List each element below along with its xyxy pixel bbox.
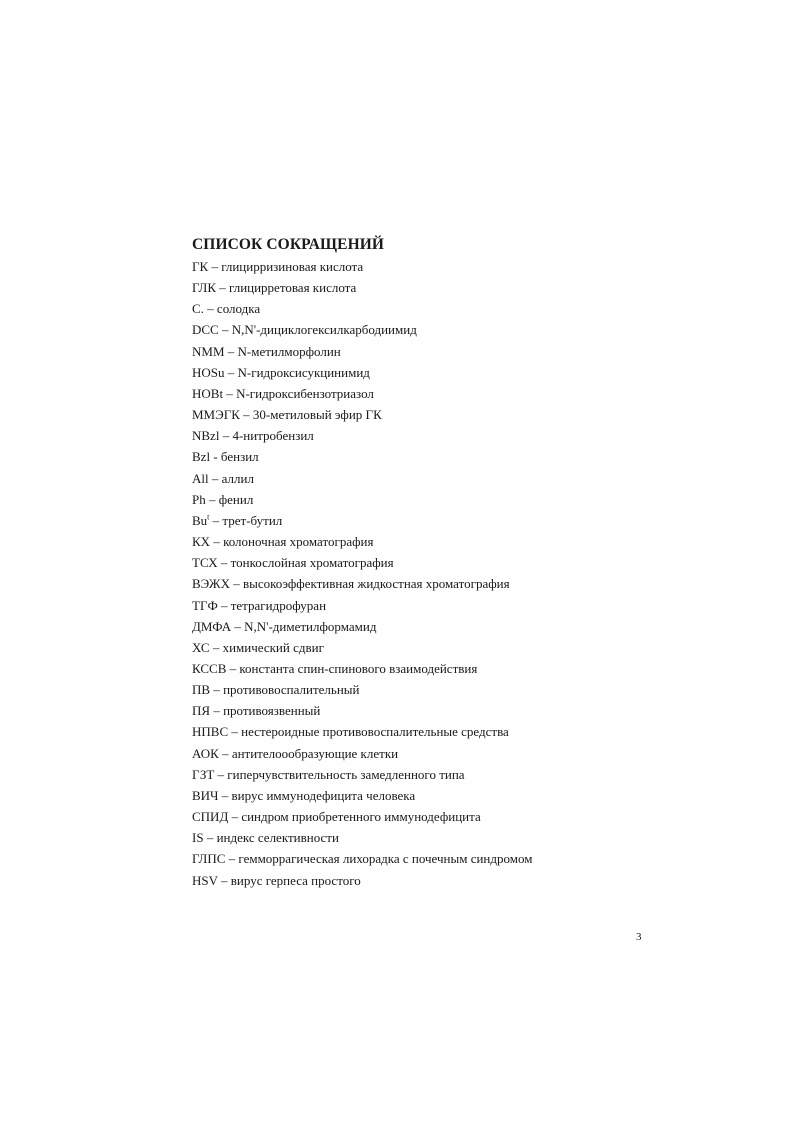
abbreviation-item	[192, 489, 752, 510]
abbreviation-term: ДМФА	[192, 618, 232, 634]
abbreviation-term: ПВ	[192, 682, 211, 698]
abbreviation-definition: N-метилморфолин	[237, 343, 341, 359]
abbreviation-definition: бензил	[220, 449, 259, 465]
abbreviation-term: ГЗТ	[192, 766, 215, 782]
abbreviation-item	[192, 785, 752, 806]
abbreviation-definition: константа спин-спинового взаимодействия	[239, 660, 478, 676]
abbreviation-definition: N-гидроксисукцинимид	[237, 364, 370, 380]
abbreviation-item	[192, 827, 752, 848]
abbreviation-term: Bzl	[192, 449, 211, 465]
abbreviation-term: DCC	[192, 322, 219, 338]
abbreviation-definition: индекс селективности	[216, 830, 339, 846]
abbreviation-separator: –	[228, 724, 242, 740]
abbreviation-definition: солодка	[216, 301, 261, 317]
abbreviation-separator: –	[216, 280, 230, 296]
abbreviation-term: ГЛПС	[192, 851, 226, 867]
abbreviation-separator: –	[208, 470, 222, 486]
abbreviation-term: All	[192, 470, 209, 486]
abbreviation-item	[192, 341, 752, 362]
abbreviation-item	[192, 743, 752, 764]
abbreviation-definition: 4-нитробензил	[232, 428, 314, 444]
abbreviation-definition: аллил	[221, 470, 254, 486]
abbreviation-separator: –	[231, 618, 245, 634]
abbreviation-term: IS	[192, 830, 204, 846]
abbreviation-term: Ph	[192, 491, 206, 507]
abbreviation-term: КХ	[192, 534, 211, 550]
abbreviation-separator: –	[210, 682, 224, 698]
abbreviation-item	[192, 362, 752, 383]
abbreviation-item	[192, 277, 752, 298]
abbreviation-definition: N,N'-дициклогексилкарбодиимид	[231, 322, 417, 338]
section-title: СПИСОК СОКРАЩЕНИЙ	[192, 236, 385, 253]
abbreviation-item	[192, 700, 752, 721]
abbreviation-definition: синдром приобретенного иммунодефицита	[241, 809, 481, 825]
abbreviation-term: ВИЧ	[192, 787, 219, 803]
abbreviation-definition: гиперчувствительность замедленного типа	[227, 766, 465, 782]
abbreviation-term: СПИД	[192, 809, 229, 825]
abbreviation-item	[192, 764, 752, 785]
abbreviation-separator: –	[203, 301, 217, 317]
abbreviation-item	[192, 658, 752, 679]
abbreviation-definition: глицирретовая кислота	[229, 280, 357, 296]
abbreviation-separator: –	[226, 660, 240, 676]
abbreviation-separator: –	[225, 851, 239, 867]
abbreviation-definition: химический сдвиг	[222, 639, 324, 655]
abbreviation-item	[192, 870, 752, 891]
abbreviation-term: NMM	[192, 343, 225, 359]
abbreviation-definition: 30-метиловый эфир ГК	[252, 407, 382, 423]
abbreviation-separator: –	[218, 787, 232, 803]
abbreviation-item	[192, 446, 752, 467]
abbreviation-term: С.	[192, 301, 204, 317]
abbreviation-item	[192, 637, 752, 658]
abbreviation-term: HOBt	[192, 385, 224, 401]
abbreviation-definition: трет-бутил	[222, 512, 283, 528]
abbreviation-definition: фенил	[218, 491, 254, 507]
abbreviation-term: ВЭЖХ	[192, 576, 230, 592]
abbreviation-separator: –	[217, 872, 231, 888]
abbreviation-definition: N-гидроксибензотриазол	[236, 385, 374, 401]
abbreviation-separator: –	[229, 576, 243, 592]
abbreviation-term: ХС	[192, 639, 210, 655]
page-number: 3	[636, 931, 642, 943]
abbreviation-item	[192, 679, 752, 700]
abbreviation-separator: –	[208, 259, 222, 274]
abbreviation-term: HSV	[192, 872, 218, 888]
abbreviation-item	[192, 552, 752, 573]
abbreviation-separator: –	[223, 385, 237, 401]
abbreviation-item	[192, 298, 752, 319]
abbreviation-separator: –	[217, 555, 231, 571]
abbreviation-separator: –	[219, 428, 233, 444]
abbreviation-separator: –	[218, 745, 232, 761]
abbreviation-term: ТСХ	[192, 555, 218, 571]
abbreviation-item	[192, 510, 752, 531]
abbreviation-separator: –	[209, 639, 223, 655]
abbreviation-definition: вирус герпеса простого	[230, 872, 361, 888]
abbreviation-definition: N,N'-диметилформамид	[244, 618, 377, 634]
abbreviation-item	[192, 616, 752, 637]
abbreviation-item	[192, 383, 752, 404]
abbreviation-definition: противоязвенный	[223, 703, 321, 719]
abbreviation-term: Bu	[192, 512, 208, 528]
abbreviation-definition: тетрагидрофуран	[230, 597, 327, 613]
abbreviation-term: ПЯ	[192, 703, 211, 719]
abbreviation-term: ТГФ	[192, 597, 218, 613]
abbreviation-definition: глицирризиновая кислота	[221, 259, 364, 274]
abbreviation-item	[192, 256, 752, 277]
abbreviation-item	[192, 319, 752, 340]
abbreviation-separator: –	[210, 703, 224, 719]
abbreviation-definition: нестероидные противовоспалительные средства	[241, 724, 509, 740]
abbreviation-separator: –	[210, 534, 224, 550]
abbreviation-term: HOSu	[192, 364, 225, 380]
abbreviation-separator: –	[239, 407, 253, 423]
abbreviation-term: ГК	[192, 259, 209, 274]
abbreviation-definition: антителоообразующие клетки	[231, 745, 399, 761]
abbreviation-separator: -	[210, 449, 221, 465]
abbreviation-definition: тонкослойная хроматография	[230, 555, 394, 571]
abbreviation-definition: вирус иммунодефицита человека	[231, 787, 416, 803]
abbreviation-item	[192, 573, 752, 594]
abbreviation-separator: –	[205, 491, 219, 507]
abbreviation-superscript: t	[207, 512, 210, 522]
abbreviation-item	[192, 425, 752, 446]
abbreviation-item	[192, 595, 752, 616]
abbreviation-item	[192, 721, 752, 742]
abbreviation-term: КССВ	[192, 660, 227, 676]
abbreviation-separator: –	[224, 364, 238, 380]
abbreviation-item	[192, 848, 752, 869]
abbreviation-term: ММЭГК	[192, 407, 240, 423]
abbreviation-definition: противовоспалительный	[223, 682, 360, 698]
abbreviation-term: АОК	[192, 745, 219, 761]
abbreviation-separator: –	[218, 322, 232, 338]
abbreviation-item	[192, 404, 752, 425]
abbreviation-separator: –	[224, 343, 238, 359]
abbreviation-list	[192, 256, 752, 891]
abbreviations-section	[192, 234, 752, 891]
abbreviation-item	[192, 531, 752, 552]
abbreviation-term: НПВС	[192, 724, 229, 740]
abbreviation-separator: –	[203, 830, 217, 846]
abbreviation-separator: –	[209, 512, 223, 528]
abbreviation-term: ГЛК	[192, 280, 217, 296]
abbreviation-definition: высокоэффективная жидкостная хроматография	[242, 576, 510, 592]
abbreviation-term: NBzl	[192, 428, 220, 444]
abbreviation-definition: колоночная хроматография	[223, 534, 374, 550]
abbreviation-separator: –	[228, 809, 242, 825]
abbreviation-separator: –	[214, 766, 228, 782]
abbreviation-separator: –	[217, 597, 231, 613]
abbreviation-definition: гемморрагическая лихорадка с почечным синдромом	[238, 851, 533, 867]
abbreviation-item	[192, 468, 752, 489]
abbreviation-item	[192, 806, 752, 827]
